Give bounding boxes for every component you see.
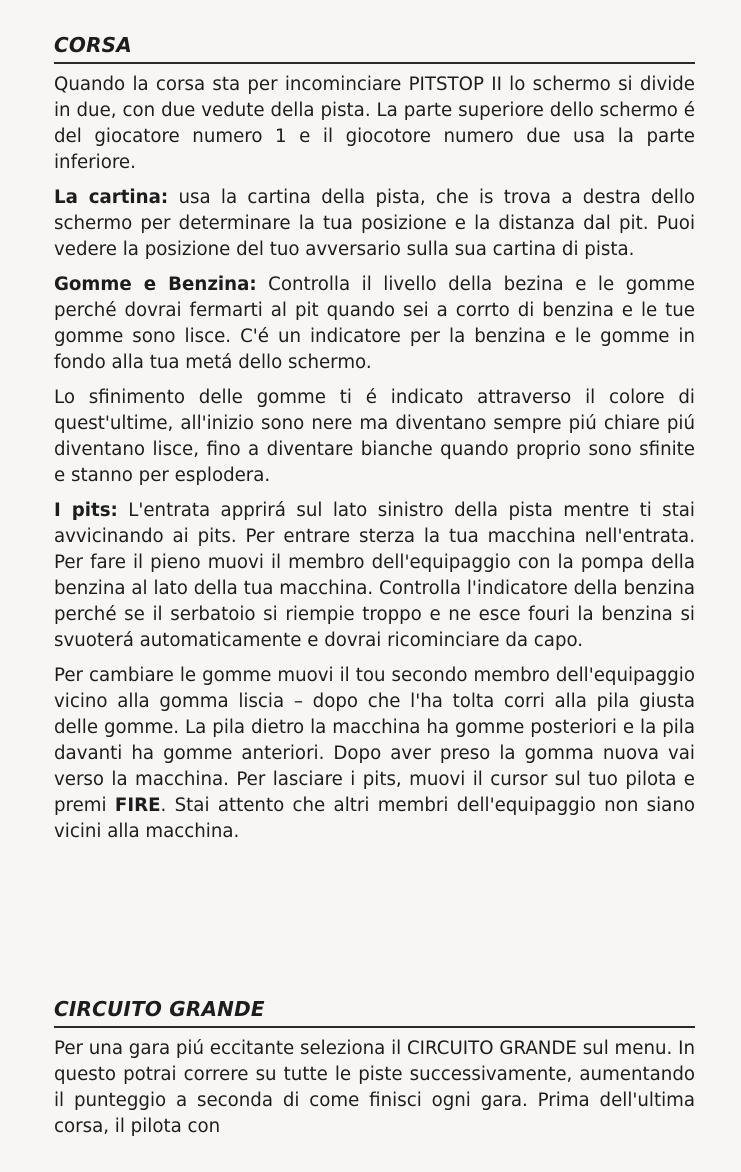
section-heading: CORSA — [54, 33, 132, 57]
paragraph — [54, 385, 695, 489]
paragraph — [54, 185, 695, 263]
fire-key-label: FIRE — [114, 795, 161, 816]
paragraph-lead: Gomme e Benzina: — [54, 274, 257, 295]
section-corsa — [54, 32, 695, 854]
paragraph-text: Controlla il livello della bezina e le gomme perché dovrai fermarti al pit quando sei a corrto di benzina e le tue gomme sono lisce. C'é un indicatore per la benzina e le gomme in fondo alla tua metá dello schermo. — [54, 274, 696, 373]
paragraph-text: Per una gara piú eccitante seleziona il CIRCUITO GRANDE sul menu. In questo potrai correre su tutte le piste successivamente, aumentando il punteggio a seconda di come finisci ogni gara. Prima dell'ultima corsa, il pilota con — [54, 1038, 695, 1137]
section-heading: CIRCUITO GRANDE — [54, 997, 265, 1021]
paragraph — [54, 272, 695, 376]
paragraph — [54, 1036, 695, 1140]
paragraph-text: Lo sfinimento delle gomme ti é indicato attraverso il colore di quest'ultime, all'inizio sono nere ma diventano sempre piú chiare piú diventano lisce, fino a diventare bianche quando proprio sono sfinite e stanno per esplodera. — [54, 387, 695, 486]
paragraph-text-tail: . Stai attento che altri membri dell'equipaggio non siano vicini alla macchina. — [54, 795, 695, 842]
paragraph — [54, 72, 695, 176]
heading-rule — [54, 1026, 695, 1028]
paragraph-text: L'entrata apprirá sul lato sinistro della pista mentre ti stai avvicinando ai pits. Per entrare sterza la tua macchina nell'entrata. Per fare il pieno muovi il membro dell'equipaggio con la pompa della benzina al lato della tua macchina. Controlla l'indicatore della benzina perché se il serbatoio si riempie troppo e ne esce fouri la benzina si svuoterá automaticamente e dovrai ricominciare da capo. — [54, 500, 695, 651]
paragraph-lead: La cartina: — [54, 187, 169, 208]
paragraph-text: Quando la corsa sta per incominciare PITSTOP II lo schermo si divide in due, con due vedute della pista. La parte superiore dello schermo é del giocatore numero 1 e il giocotore numero due usa la parte inferiore. — [54, 74, 695, 173]
paragraph — [54, 663, 695, 845]
paragraph-text: Per cambiare le gomme muovi il tou secondo membro dell'equipaggio vicino alla gomma liscia – dopo che l'ha tolta corri alla pila giusta delle gomme. La pila dietro la macchina ha gomme posteriori e la pila davanti ha gomme anteriori. Dopo aver preso la gomma nuova vai verso la macchina. Per lasciare i pits, muovi il cursor sul tuo pilota e premi — [54, 665, 695, 816]
paragraph-text: usa la cartina della pista, che is trova a destra dello schermo per determinare la tua posizione e la distanza dal pit. Puoi vedere la posizione del tuo avversario sulla sua cartina di pista. — [54, 187, 696, 260]
section-circuito-grande — [54, 996, 695, 1149]
paragraph-lead: I pits: — [54, 500, 118, 521]
paragraph — [54, 498, 695, 654]
heading-rule — [54, 62, 695, 64]
